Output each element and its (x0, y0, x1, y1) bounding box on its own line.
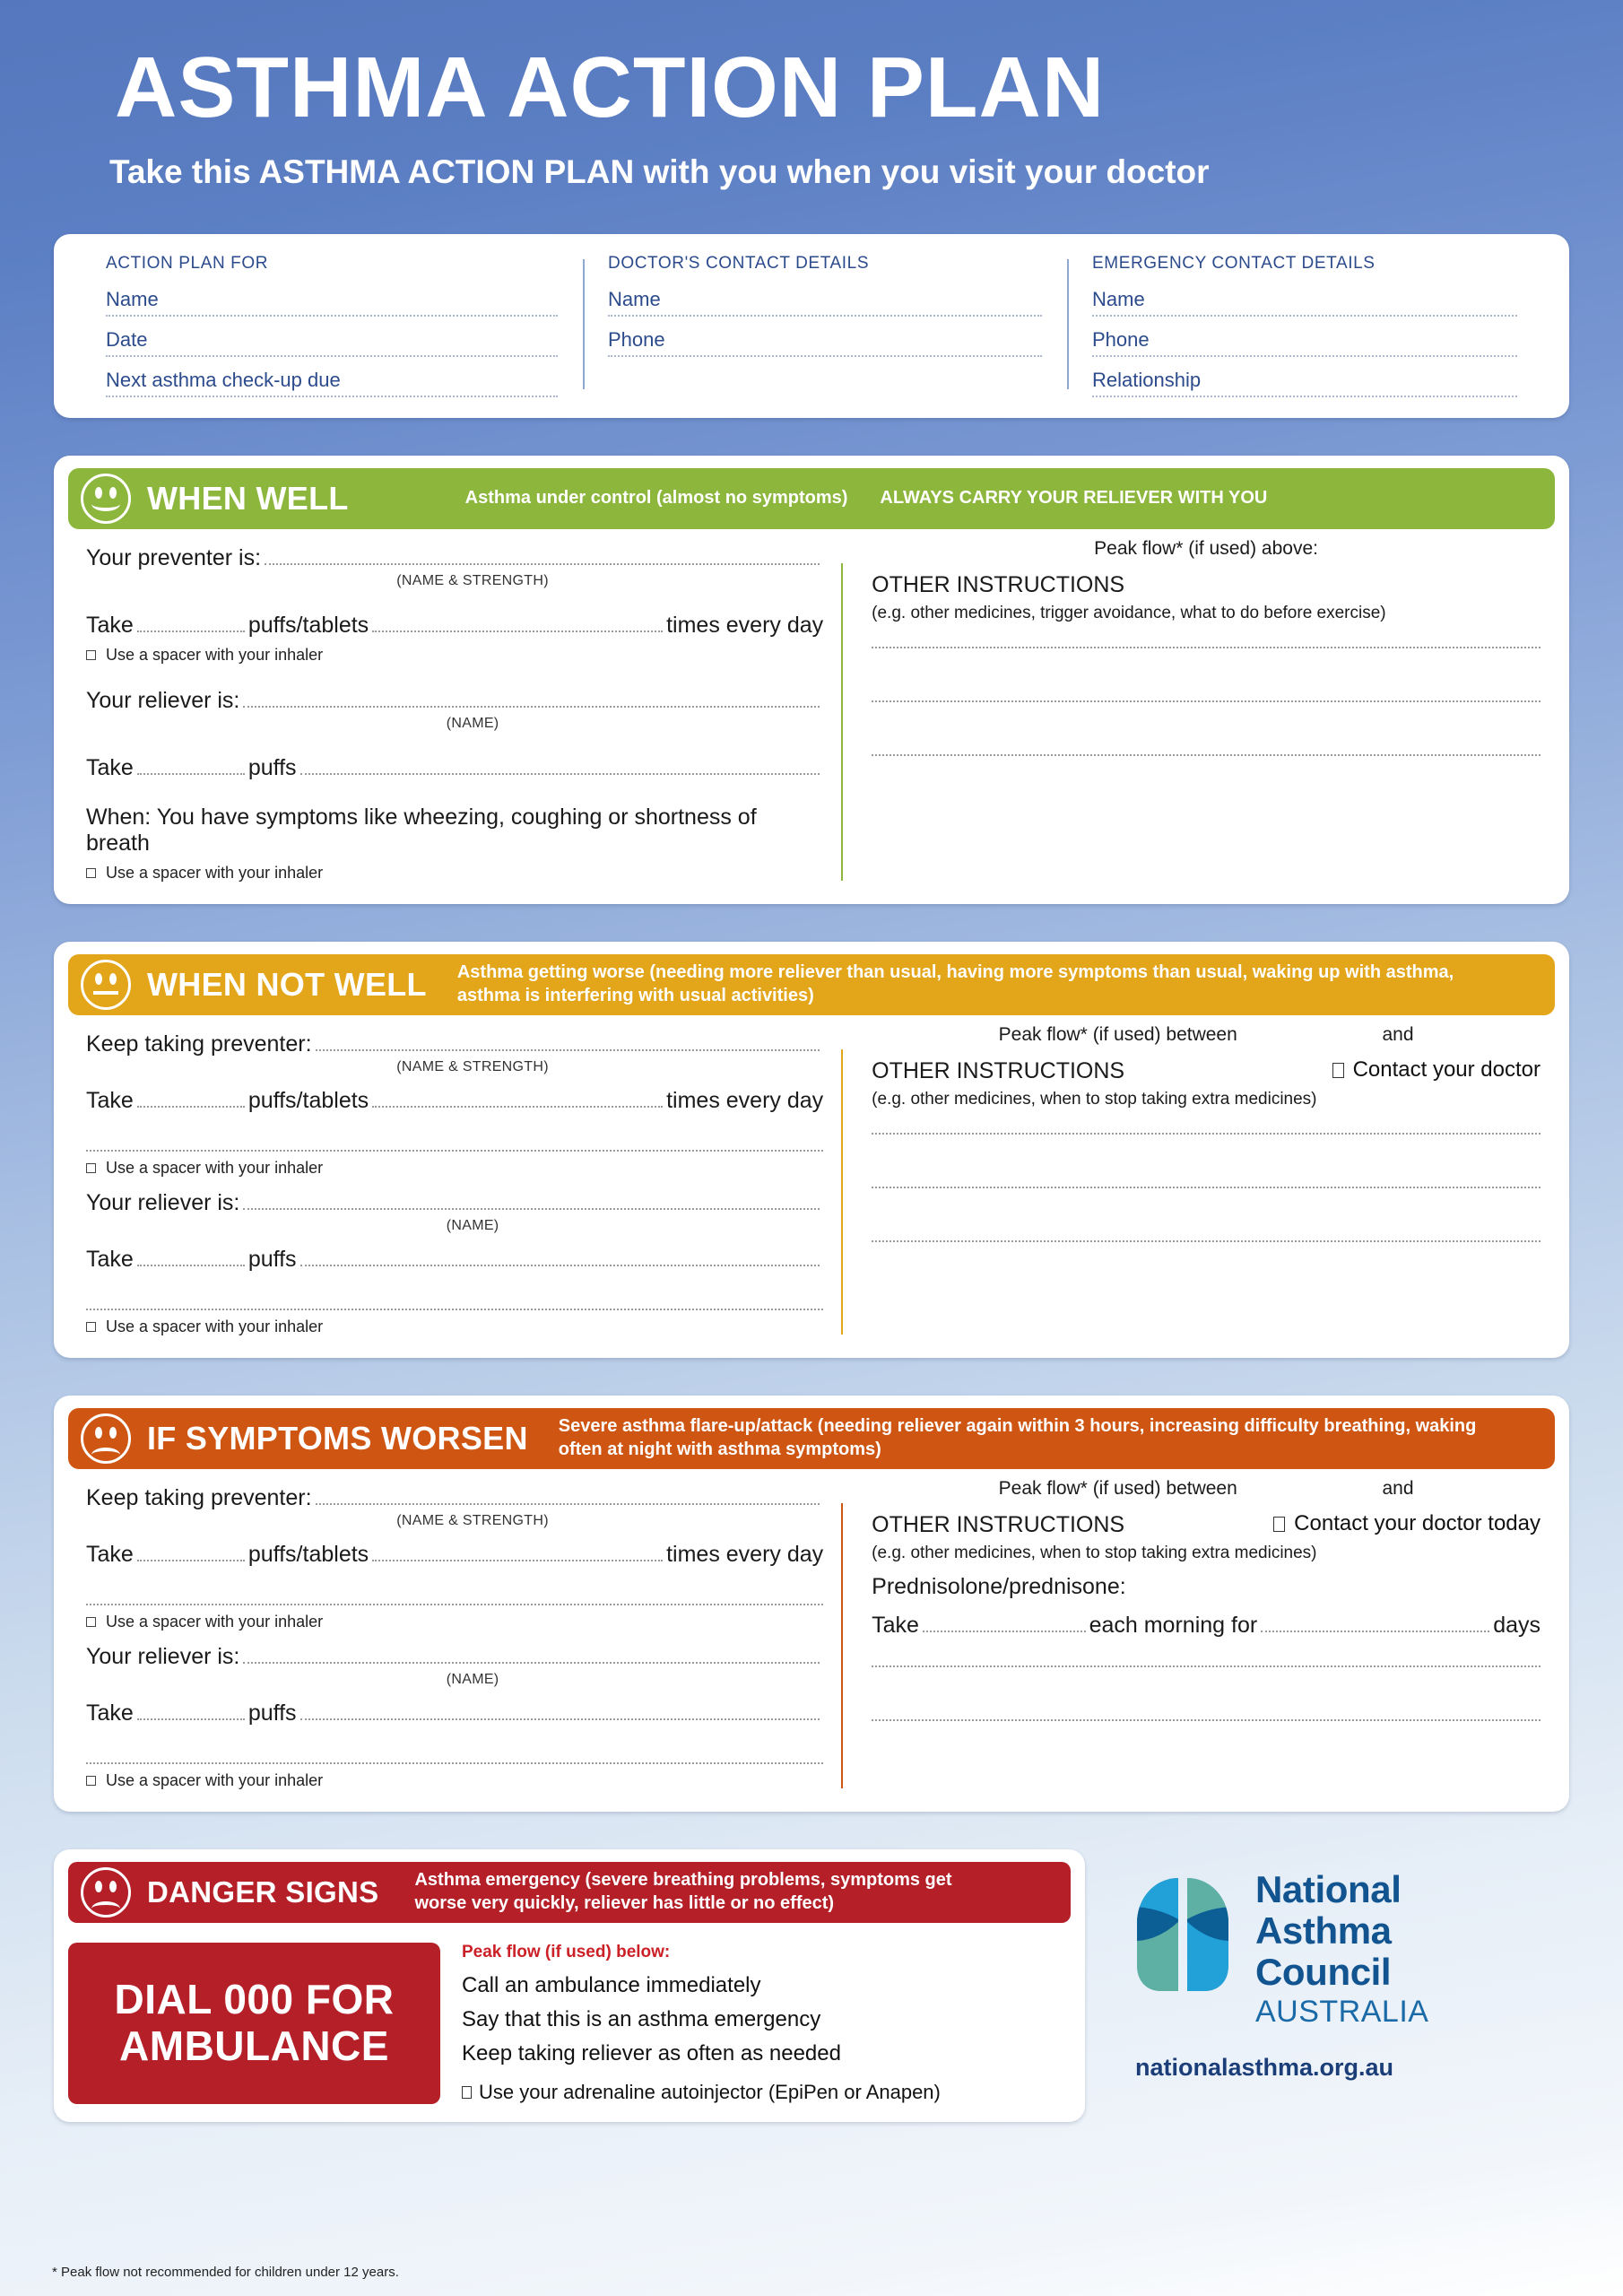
if-worsen-take-label-3: Take (872, 1612, 919, 1638)
when-not-well-reliever-caption: (NAME) (446, 1217, 499, 1233)
when-well-puffs-tablets-label: puffs/tablets (247, 612, 369, 638)
dial-line-2: AMBULANCE (119, 2022, 389, 2069)
doctor-phone-label: Phone (608, 327, 665, 351)
when-well-reliever-label: Your reliever is: (86, 687, 240, 713)
checkbox-icon[interactable] (86, 1163, 96, 1173)
if-worsen-each-morning-label: each morning for (1089, 1612, 1258, 1638)
plan-checkup-label: Next asthma check-up due (106, 368, 341, 391)
if-symptoms-worsen-description: Severe asthma flare-up/attack (needing reliever again within 3 hours, increasing difficulty breathing, waking often at night with asthma symptoms) (558, 1416, 1477, 1459)
when-well-when-row (86, 804, 823, 857)
when-well-other-instructions-sub: (e.g. other medicines, trigger avoidance, what to do before exercise) (872, 603, 1386, 622)
when-not-well-times-input-line[interactable] (372, 1106, 663, 1108)
emergency-relationship-label: Relationship (1092, 368, 1202, 391)
if-worsen-other-instructions-sub: (e.g. other medicines, when to stop taking extra medicines) (872, 1543, 1317, 1562)
when-not-well-take-label-2: Take (86, 1246, 134, 1272)
emergency-phone-input-line[interactable] (1092, 355, 1517, 357)
when-not-well-reliever-input-line[interactable] (243, 1208, 820, 1210)
when-not-well-reliever-row[interactable] (86, 1190, 823, 1216)
if-worsen-reliever-puffs-input-line[interactable] (137, 1718, 245, 1720)
when-well-preventer-label: Your preventer is: (86, 544, 262, 570)
website-url[interactable]: nationalasthma.org.au (1135, 2053, 1394, 2081)
when-not-well-reliever-dose-row[interactable] (86, 1247, 823, 1273)
when-not-well-take-label-1: Take (86, 1087, 134, 1113)
checkbox-icon[interactable] (86, 868, 96, 878)
when-not-well-puffs-label: puffs (247, 1246, 297, 1272)
when-well-puffs-label: puffs (247, 754, 297, 780)
if-worsen-spacer-label-2: Use a spacer with your inhaler (106, 1770, 324, 1789)
danger-step-3: Keep taking reliever as often as needed (462, 2040, 841, 2066)
emergency-contact-section (1067, 254, 1542, 395)
when-well-when-text: When: You have symptoms like wheezing, coughing or shortness of breath (86, 804, 757, 856)
if-worsen-reliever-extra-line[interactable] (300, 1718, 820, 1720)
plan-name-label: Name (106, 287, 159, 310)
when-well-reliever-extra-line[interactable] (300, 773, 820, 775)
when-well-notes-area[interactable] (872, 647, 1541, 756)
lungs-icon (1130, 1871, 1236, 1996)
action-plan-for-heading: ACTION PLAN FOR (106, 253, 269, 273)
contact-details-card (54, 234, 1569, 418)
if-worsen-take-label-1: Take (86, 1541, 134, 1567)
when-well-left-column (68, 538, 841, 886)
when-well-reliever-input-line[interactable] (243, 706, 820, 708)
doctor-contact-heading: DOCTOR'S CONTACT DETAILS (608, 253, 870, 273)
when-well-peak-flow-label: Peak flow* (if used) above: (1094, 537, 1318, 559)
when-not-well-band (68, 954, 1555, 1015)
if-worsen-peak-flow-and: and (1382, 1477, 1414, 1499)
if-worsen-preventer-caption: (NAME & STRENGTH) (396, 1512, 549, 1528)
danger-steps-list (440, 1943, 1071, 2104)
when-well-times-input-line[interactable] (372, 631, 663, 632)
if-worsen-prednisolone-label: Prednisolone/prednisone: (872, 1573, 1126, 1599)
danger-and-logo-row (0, 1849, 1623, 2122)
when-not-well-preventer-label: Keep taking preventer: (86, 1031, 312, 1057)
when-well-card (54, 456, 1569, 904)
plan-date-field[interactable] (106, 328, 558, 357)
doctor-name-label: Name (608, 287, 661, 310)
emergency-relationship-field[interactable] (1092, 369, 1517, 397)
notes-line[interactable] (872, 1240, 1541, 1242)
when-not-well-preventer-input-line[interactable] (316, 1049, 820, 1051)
danger-autoinjector-checkbox[interactable] (462, 2081, 1071, 2104)
when-not-well-spacer-label-1: Use a spacer with your inhaler (106, 1158, 324, 1177)
checkbox-icon[interactable] (86, 650, 96, 660)
when-well-right-column (841, 538, 1555, 886)
when-not-well-contact-doctor-checkbox[interactable] (1332, 1057, 1541, 1083)
page-subtitle: Take this ASTHMA ACTION PLAN with you when you visit your doctor (109, 152, 1210, 190)
when-not-well-extra-line-1[interactable] (86, 1150, 823, 1152)
emergency-phone-label: Phone (1092, 327, 1150, 351)
when-not-well-peak-flow-row[interactable] (872, 1024, 1541, 1046)
when-not-well-reliever-puffs-input-line[interactable] (137, 1265, 245, 1266)
when-not-well-preventer-dose-row[interactable] (86, 1088, 823, 1114)
notes-line[interactable] (872, 1665, 1541, 1667)
if-symptoms-worsen-body (68, 1469, 1555, 1794)
when-well-preventer-input-line[interactable] (265, 563, 820, 565)
plan-date-label: Date (106, 327, 148, 351)
when-not-well-left-column (68, 1024, 841, 1340)
when-well-preventer-caption: (NAME & STRENGTH) (396, 572, 549, 588)
if-worsen-peak-flow-row[interactable] (872, 1478, 1541, 1500)
if-worsen-reliever-label: Your reliever is: (86, 1643, 240, 1669)
when-well-body (68, 529, 1555, 886)
checkbox-icon[interactable] (1332, 1063, 1344, 1078)
if-worsen-preventer-label: Keep taking preventer: (86, 1484, 312, 1510)
doctor-phone-input-line[interactable] (608, 355, 1042, 357)
when-not-well-peak-flow-and: and (1382, 1023, 1414, 1045)
if-worsen-puffs-label: puffs (247, 1700, 297, 1726)
checkbox-icon[interactable] (86, 1322, 96, 1332)
if-worsen-contact-doctor-checkbox[interactable] (1273, 1511, 1541, 1536)
danger-step-1: Call an ambulance immediately (462, 1972, 761, 1997)
if-worsen-reliever-caption: (NAME) (446, 1671, 499, 1687)
if-worsen-other-instructions-title: OTHER INSTRUCTIONS (872, 1511, 1125, 1537)
neutral-face-icon (81, 960, 131, 1010)
plan-name-field[interactable] (106, 288, 558, 317)
when-well-title: WHEN WELL (147, 479, 349, 517)
when-not-well-puffs-tablets-label: puffs/tablets (247, 1087, 369, 1113)
if-worsen-contact-doctor-label: Contact your doctor today (1294, 1511, 1541, 1536)
doctor-name-field[interactable] (608, 288, 1042, 317)
if-worsen-puffs-input-line[interactable] (137, 1560, 245, 1561)
when-well-take-label-2: Take (86, 754, 134, 780)
if-worsen-take-label-2: Take (86, 1700, 134, 1726)
if-worsen-days-label: days (1493, 1612, 1541, 1638)
when-well-reliever-caption: (NAME) (446, 715, 499, 731)
checkbox-icon[interactable] (462, 2086, 472, 2099)
when-not-well-puffs-input-line[interactable] (137, 1106, 245, 1108)
emergency-name-field[interactable] (1092, 288, 1517, 317)
when-well-reliever-puffs-input-line[interactable] (137, 773, 245, 775)
if-symptoms-worsen-left-column (68, 1478, 841, 1794)
if-symptoms-worsen-title: IF SYMPTOMS WORSEN (147, 1419, 528, 1457)
when-not-well-right-column (841, 1024, 1555, 1340)
when-well-preventer-row[interactable] (86, 545, 823, 571)
when-not-well-notes-area[interactable] (872, 1133, 1541, 1242)
notes-line[interactable] (872, 754, 1541, 756)
danger-signs-body (68, 1943, 1071, 2104)
when-well-preventer-dose-row[interactable] (86, 613, 823, 639)
when-not-well-body (68, 1015, 1555, 1340)
if-worsen-times-every-day-label: times every day (666, 1541, 824, 1567)
if-worsen-extra-line-2[interactable] (86, 1762, 823, 1764)
when-well-take-label-1: Take (86, 612, 134, 638)
when-not-well-preventer-caption: (NAME & STRENGTH) (396, 1058, 549, 1074)
if-worsen-prednisolone-dose-row[interactable] (872, 1613, 1541, 1639)
doctor-contact-section (583, 254, 1067, 395)
if-worsen-reliever-row[interactable] (86, 1644, 823, 1670)
when-well-peak-flow-row[interactable] (872, 538, 1541, 560)
if-symptoms-worsen-right-column (841, 1478, 1555, 1794)
plan-name-input-line[interactable] (106, 315, 558, 317)
when-well-spacer-checkbox-1[interactable] (86, 646, 823, 665)
if-worsen-prednisolone-input-line[interactable] (923, 1631, 1086, 1632)
if-worsen-notes-area[interactable] (872, 1665, 1541, 1721)
dial-line-1: DIAL 000 FOR (114, 1976, 395, 2023)
sad-face-icon (81, 1413, 131, 1464)
if-symptoms-worsen-band (68, 1408, 1555, 1469)
plan-date-input-line[interactable] (106, 355, 558, 357)
if-worsen-spacer-checkbox-2[interactable] (86, 1771, 823, 1790)
doctor-phone-field[interactable] (608, 328, 1042, 357)
when-well-spacer-label-1: Use a spacer with your inhaler (106, 645, 324, 664)
plan-checkup-field[interactable] (106, 369, 558, 397)
logo-line-australia: AUSTRALIA (1255, 1994, 1429, 2029)
when-well-puffs-input-line[interactable] (137, 631, 245, 632)
if-worsen-spacer-checkbox-1[interactable] (86, 1613, 823, 1631)
danger-step-2: Say that this is an asthma emergency (462, 2006, 821, 2031)
emergency-phone-field[interactable] (1092, 328, 1517, 357)
if-worsen-preventer-input-line[interactable] (316, 1503, 820, 1505)
when-not-well-spacer-checkbox-2[interactable] (86, 1318, 823, 1336)
danger-peak-flow-label: Peak flow (if used) below: (462, 1942, 671, 1961)
if-worsen-extra-line-1[interactable] (86, 1604, 823, 1605)
when-not-well-other-instructions-sub: (e.g. other medicines, when to stop taking extra medicines) (872, 1089, 1317, 1109)
emergency-contact-heading: EMERGENCY CONTACT DETAILS (1092, 253, 1376, 273)
when-well-band (68, 468, 1555, 529)
if-worsen-reliever-input-line[interactable] (243, 1662, 820, 1664)
emergency-relationship-input-line[interactable] (1092, 396, 1517, 397)
when-not-well-description: Asthma getting worse (needing more reliever than usual, having more symptoms than usual, waking up with asthma, asthma is interfering with usual activities) (456, 962, 1454, 1005)
when-well-spacer-label-2: Use a spacer with your inhaler (106, 863, 324, 882)
frowning-face-icon (81, 1867, 131, 1918)
if-worsen-reliever-dose-row[interactable] (86, 1700, 823, 1726)
plan-checkup-input-line[interactable] (106, 396, 558, 397)
when-not-well-other-instructions-title: OTHER INSTRUCTIONS (872, 1057, 1125, 1083)
when-not-well-preventer-row[interactable] (86, 1031, 823, 1057)
if-symptoms-worsen-card (54, 1396, 1569, 1812)
page-title: ASTHMA ACTION PLAN (115, 39, 1106, 135)
when-well-spacer-checkbox-2[interactable] (86, 864, 823, 883)
when-not-well-title: WHEN NOT WELL (147, 965, 427, 1003)
action-plan-for-section (81, 254, 583, 395)
national-asthma-council-logo (1085, 1849, 1623, 2082)
danger-signs-card (54, 1849, 1085, 2122)
when-well-description: Asthma under control (almost no symptoms) (464, 488, 848, 508)
dial-000-ambulance-box (68, 1943, 440, 2104)
when-not-well-reliever-extra-line[interactable] (300, 1265, 820, 1266)
when-not-well-peak-flow-label: Peak flow* (if used) between (998, 1023, 1237, 1045)
if-worsen-days-input-line[interactable] (1261, 1631, 1489, 1632)
danger-signs-title: DANGER SIGNS (147, 1874, 379, 1909)
if-worsen-preventer-dose-row[interactable] (86, 1542, 823, 1568)
when-not-well-times-every-day-label: times every day (666, 1087, 824, 1113)
when-well-reliever-dose-row[interactable] (86, 755, 823, 781)
if-worsen-spacer-label-1: Use a spacer with your inhaler (106, 1612, 324, 1631)
danger-signs-description: Asthma emergency (severe breathing problems, symptoms get worse very quickly, reliever has little or no effect) (414, 1870, 952, 1913)
when-not-well-spacer-label-2: Use a spacer with your inhaler (106, 1317, 324, 1335)
checkbox-icon[interactable] (1273, 1517, 1285, 1532)
danger-signs-band (68, 1862, 1071, 1923)
when-not-well-extra-line-2[interactable] (86, 1309, 823, 1310)
if-worsen-times-input-line[interactable] (372, 1560, 663, 1561)
notes-line[interactable] (872, 647, 1541, 648)
if-worsen-preventer-row[interactable] (86, 1485, 823, 1511)
emergency-name-label: Name (1092, 287, 1145, 310)
peak-flow-footnote: * Peak flow not recommended for children under 12 years. (52, 2265, 399, 2280)
notes-line[interactable] (872, 1187, 1541, 1188)
when-not-well-card (54, 942, 1569, 1358)
when-not-well-spacer-checkbox-1[interactable] (86, 1159, 823, 1178)
checkbox-icon[interactable] (86, 1617, 96, 1627)
logo-line-asthma: Asthma (1255, 1909, 1392, 1952)
page-header (0, 0, 1623, 191)
when-not-well-contact-doctor-label: Contact your doctor (1352, 1057, 1541, 1083)
when-well-other-instructions-title: OTHER INSTRUCTIONS (872, 571, 1125, 597)
doctor-name-input-line[interactable] (608, 315, 1042, 317)
logo-line-national: National (1255, 1867, 1402, 1910)
if-worsen-puffs-tablets-label: puffs/tablets (247, 1541, 369, 1567)
emergency-name-input-line[interactable] (1092, 315, 1517, 317)
smiley-face-icon (81, 474, 131, 524)
when-not-well-reliever-label: Your reliever is: (86, 1189, 240, 1215)
notes-line[interactable] (872, 1133, 1541, 1135)
if-worsen-peak-flow-label: Peak flow* (if used) between (998, 1477, 1237, 1499)
when-well-times-every-day-label: times every day (666, 612, 824, 638)
danger-autoinjector-label: Use your adrenaline autoinjector (EpiPen or Anapen) (479, 2080, 941, 2103)
when-well-carry-reliever-note: ALWAYS CARRY YOUR RELIEVER WITH YOU (880, 488, 1268, 509)
logo-line-council: Council (1255, 1950, 1392, 1993)
notes-line[interactable] (872, 1719, 1541, 1721)
notes-line[interactable] (872, 700, 1541, 702)
checkbox-icon[interactable] (86, 1776, 96, 1786)
when-well-reliever-row[interactable] (86, 688, 823, 714)
